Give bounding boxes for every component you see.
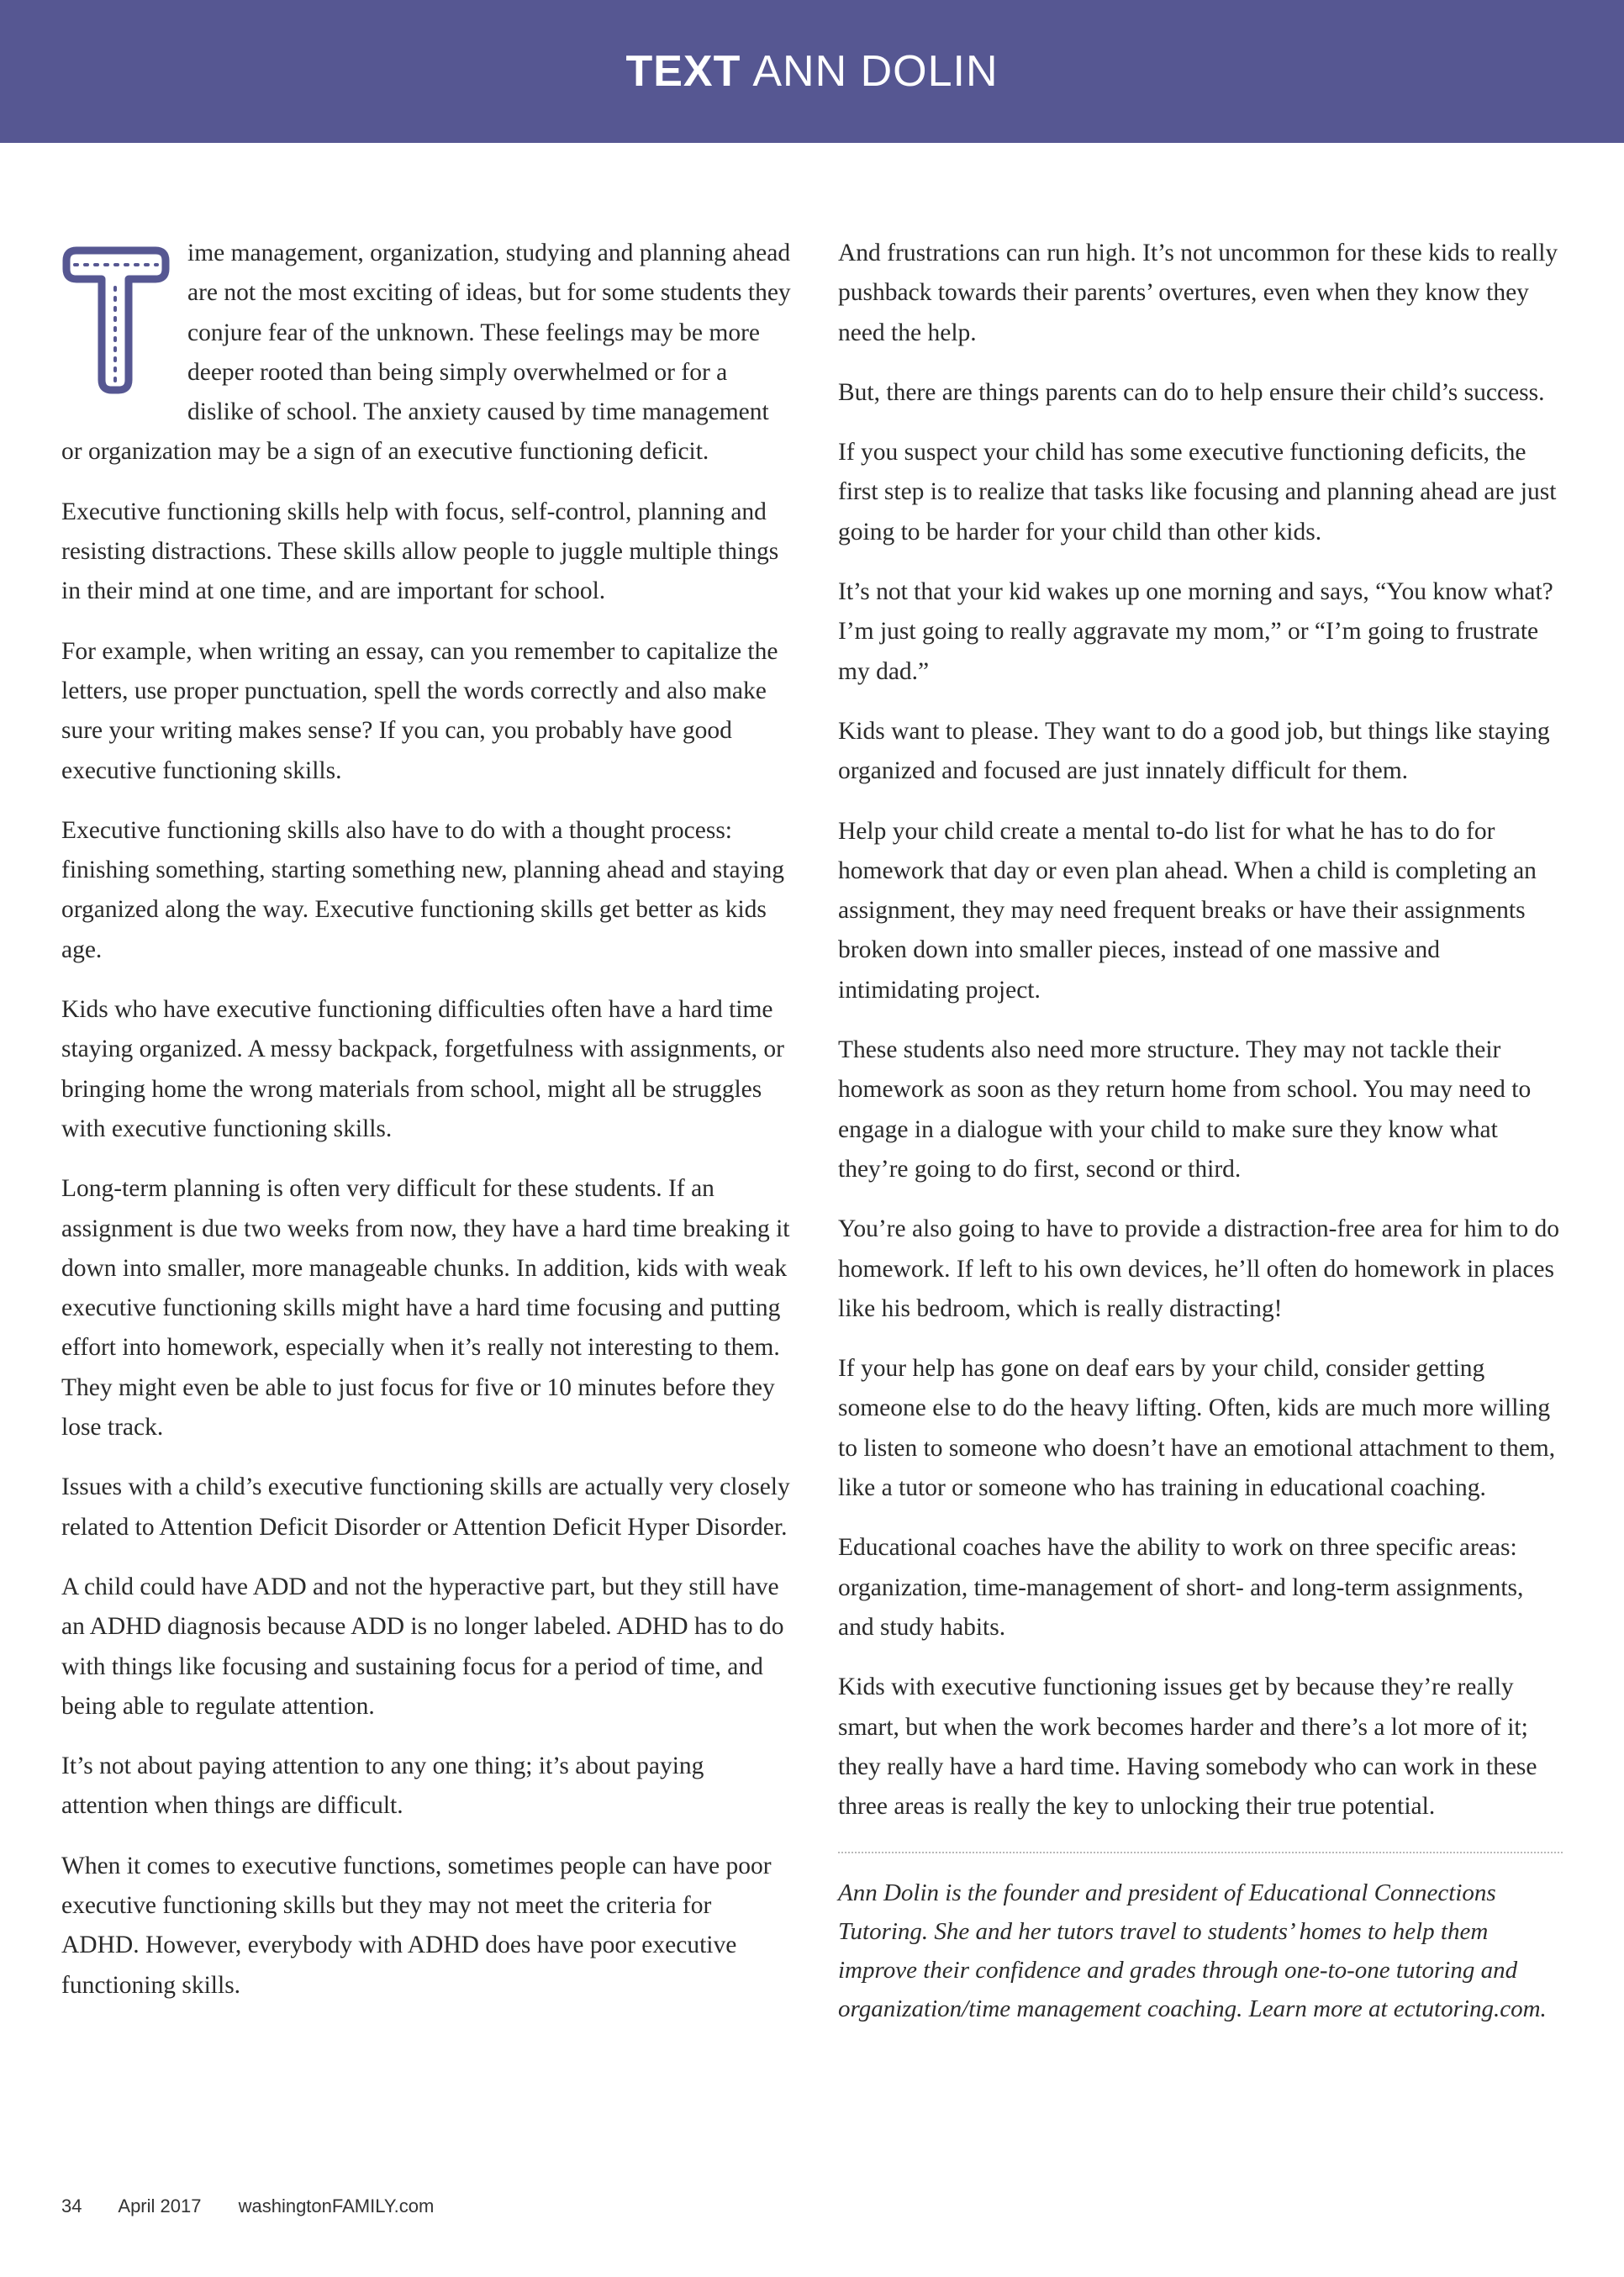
article-paragraph-16: Help your child create a mental to-do list for what he has to do for homework that day or even plan ahead. When a child is completing an assignment, they may need frequent breaks or have their assignments broken down into smaller pieces, instead of one massive and intimidating project.: [838, 817, 1537, 1004]
article-paragraph-7: Issues with a child’s executive functioning skills are actually very closely related to Attention Deficit Disorder or Attention Deficit Hyper Disorder.: [61, 1473, 790, 1541]
article-paragraph-20: Educational coaches have the ability to work on three specific areas: organization, time-management of short- and long-term assignments, and study habits.: [838, 1534, 1524, 1641]
header-author: ANN DOLIN: [752, 47, 999, 96]
article-paragraph-15: Kids want to please. They want to do a good job, but things like staying organized and focused are just innately difficult for them.: [838, 717, 1550, 785]
article-paragraph-1: [61, 234, 793, 472]
article-paragraph-12: But, there are things parents can do to help ensure their child’s success.: [838, 378, 1545, 406]
article-paragraph-14: It’s not that your kid wakes up one morning and says, “You know what? I’m just going to really aggravate my mom,” or “I’m going to frustrate my dad.”: [838, 578, 1553, 685]
article-paragraph-1-text: ime management, organization, studying and planning ahead are not the most exciting of ideas, but for some students they conjure fear of the unknown. These feelings may be more deeper rooted than being simply overwhelmed or for a dislike of school. The anxiety caused by time management or organization may be a sign of an executive functioning deficit.: [61, 240, 791, 466]
article-paragraph-17: These students also need more structure. They may not tackle their homework as soon as they return home from school. You may need to engage in a dialogue with your child to make sure they know what they’re going to do first, second or third.: [838, 1036, 1532, 1183]
article-paragraph-13: If you suspect your child has some executive functioning deficits, the first step is to realize that tasks like focusing and planning ahead are just going to be harder for your child than other kids.: [838, 439, 1557, 546]
article-paragraph-3: For example, when writing an essay, can you remember to capitalize the letters, use proper punctuation, spell the words correctly and also make sure your writing makes sense? If you can, you probably have good executive functioning skills.: [61, 637, 778, 784]
drop-cap-letter-icon: [61, 245, 171, 395]
bio-divider: [838, 1852, 1563, 1853]
article-paragraph-4: Executive functioning skills also have to do with a thought process: finishing something, starting something new, planning ahead and staying organized along the way. Executive functioning skills get better as kids age.: [61, 816, 785, 963]
article-paragraph-11: And frustrations can run high. It’s not uncommon for these kids to really pushback towards their parents’ overtures, even when they know they need the help.: [838, 240, 1558, 346]
article-paragraph-5: Kids who have executive functioning difficulties often have a hard time staying organized. A messy backpack, forgetfulness with assignments, or bringing home the wrong materials from school, might all be struggles with executive functioning skills.: [61, 996, 784, 1142]
article-paragraph-2: Executive functioning skills help with focus, self-control, planning and resisting distractions. These skills allow people to juggle multiple things in their mind at one time, and are important for school.: [61, 498, 779, 605]
article-paragraph-9: It’s not about paying attention to any one thing; it’s about paying attention when things are difficult.: [61, 1753, 704, 1820]
right-column: [838, 234, 1563, 2048]
issue-date: April 2017: [118, 2195, 202, 2216]
article-paragraph-19: If your help has gone on deaf ears by your child, consider getting someone else to do the heavy lifting. Often, kids are much more willing to listen to someone who doesn’t have an emotional attachment to them, like a tutor or someone who has training in educational coaching.: [838, 1355, 1556, 1502]
article-paragraph-8: A child could have ADD and not the hyperactive part, but they still have an ADHD diagnosis because ADD is no longer labeled. ADHD has to do with things like focusing and sustaining focus for a period of time, and being able to regulate attention.: [61, 1573, 784, 1720]
article-paragraph-21: Kids with executive functioning issues get by because they’re really smart, but when the work becomes harder and there’s a lot more of it; they really have a hard time. Having somebody who can work in these three areas is really the key to unlocking their true potential.: [838, 1673, 1537, 1821]
site-name: washingtonFAMILY.com: [238, 2195, 435, 2216]
left-column: [61, 234, 793, 2026]
article-paragraph-18: You’re also going to have to provide a distraction-free area for him to do homework. If left to his own devices, he’ll often do homework in places like his bedroom, which is really distracting!: [838, 1215, 1559, 1322]
page-number: 34: [61, 2195, 82, 2216]
drop-cap: [61, 245, 171, 395]
page-footer: [61, 2195, 466, 2217]
article-header-banner: [0, 0, 1624, 143]
article-paragraph-10: When it comes to executive functions, sometimes people can have poor executive functioning skills but they may not meet the criteria for ADHD. However, everybody with ADHD does have poor executive functioning skills.: [61, 1852, 772, 1999]
header-label: TEXT: [625, 47, 741, 96]
author-bio: Ann Dolin is the founder and president of Educational Connections Tutoring. She and her tutors travel to students’ homes to help them improve their confidence and grades through one-to-one tutoring and organization/time management coaching. Learn more at ectutoring.com.: [838, 1879, 1547, 2023]
article-paragraph-6: Long-term planning is often very difficult for these students. If an assignment is due two weeks from now, they have a hard time breaking it down into smaller, more manageable chunks. In addition, kids with weak executive functioning skills might have a hard time focusing and putting effort into homework, especially when it’s really not interesting to them. They might even be able to just focus for five or 10 minutes before they lose track.: [61, 1175, 790, 1442]
